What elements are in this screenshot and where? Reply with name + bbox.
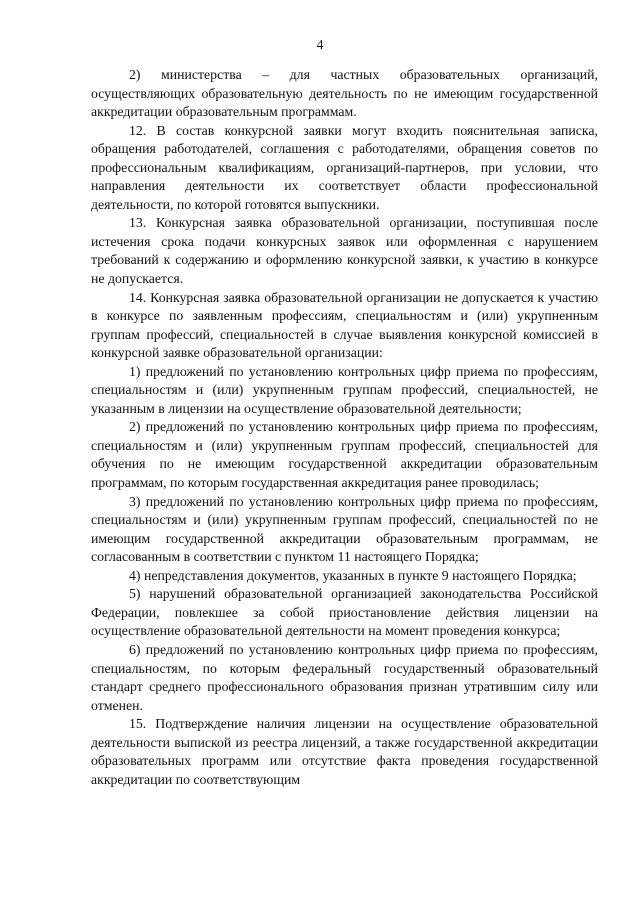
paragraph-clause-12: 12. В состав конкурсной заявки могут входить пояснительная записка, обращения работодателей, соглашения с работодателями, обращения советов по профессиональным квалификациям, организаций-партнеров, при условии, что направления деятельности их соответствует области профессиональной деятельности, по которой готовятся выпускники. bbox=[91, 122, 598, 212]
document-body bbox=[91, 66, 598, 789]
paragraph-clause-14: 14. Конкурсная заявка образовательной организации не допускается к участию в конкурсе по заявленным профессиям, специальностям и (или) укрупненным группам профессий, специальностей в случае выявления конкурсной комиссией в конкурсной заявке образовательной организации: bbox=[91, 289, 598, 361]
paragraph-subitem-4: 4) непредставления документов, указанных в пункте 9 настоящего Порядка; bbox=[129, 567, 577, 583]
paragraph-subitem-6: 6) предложений по установлению контрольных цифр приема по профессиям, специальностям, по которым федеральный государственный образовательный стандарт среднего профессионального образования признан утратившим силу или отменен. bbox=[91, 641, 598, 713]
paragraph-subitem-2: 2) предложений по установлению контрольных цифр приема по профессиям, специальностям и (или) укрупненным группам профессий, специальностей для обучения по не имеющим государственной аккредитации образовательным программам, по которым государственная аккредитация ранее проводилась; bbox=[91, 419, 598, 491]
paragraph-item-2: 2) министерства – для частных образовательных организаций, осуществляющих образовательную деятельность по не имеющим государственной аккредитации образовательным программам. bbox=[91, 67, 598, 120]
paragraph-clause-13: 13. Конкурсная заявка образовательной организации, поступившая после истечения срока подачи конкурсных заявок или оформленная с нарушением требований к содержанию и оформлению конкурсной заявки, к участию в конкурсе не допускается. bbox=[91, 215, 598, 287]
paragraph-subitem-1: 1) предложений по установлению контрольных цифр приема по профессиям, специальностям и (или) укрупненным группам профессий, специальностей, не указанным в лицензии на осуществление образовательной деятельности; bbox=[91, 363, 598, 416]
page-number: 4 bbox=[316, 38, 324, 53]
paragraph-subitem-3: 3) предложений по установлению контрольных цифр приема по профессиям, специальностям и (или) укрупненным группам профессий, специальностей по не имеющим государственной аккредитации образовательным программам, не согласованным в соответствии с пунктом 11 настоящего Порядка; bbox=[91, 493, 598, 565]
paragraph-clause-15: 15. Подтверждение наличия лицензии на осуществление образовательной деятельности выпиской из реестра лицензий, а также государственной аккредитации образовательных программ или отсутствие факта проведения государственной аккредитации по соответствующим bbox=[91, 716, 598, 787]
paragraph-subitem-5: 5) нарушений образовательной организацией законодательства Российской Федерации, повлекшее за собой приостановление действия лицензии на осуществление образовательной деятельности на момент проведения конкурса; bbox=[91, 586, 598, 639]
